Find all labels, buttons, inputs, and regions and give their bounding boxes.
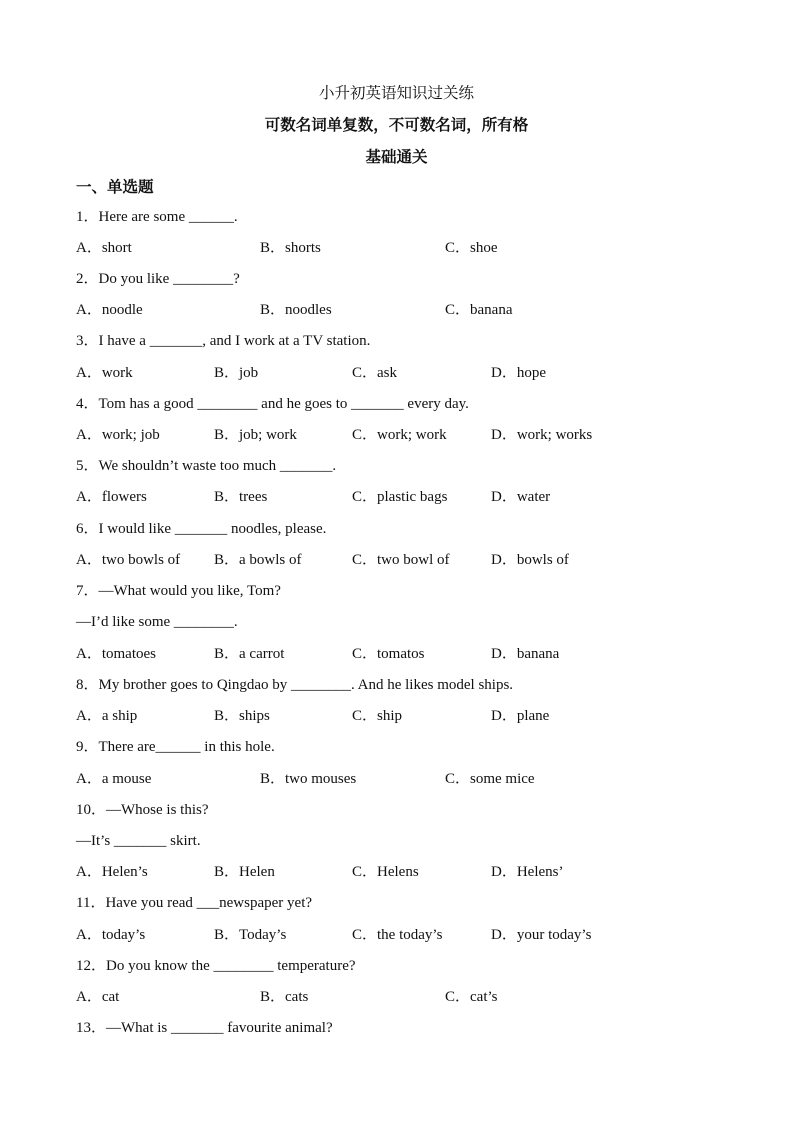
answer-option[interactable]: C．cat’s xyxy=(445,989,498,1005)
answer-option[interactable]: C．plastic bags xyxy=(352,489,448,505)
question-stem: 4．Tom has a good ________ and he goes to _______ every day. xyxy=(76,396,469,412)
answer-option[interactable]: D．hope xyxy=(491,365,546,381)
answer-option[interactable]: C．two bowl of xyxy=(352,552,450,568)
answer-option[interactable]: B．cats xyxy=(260,989,309,1005)
answer-option[interactable]: D．banana xyxy=(491,646,560,662)
answer-option[interactable]: C．the today’s xyxy=(352,927,443,943)
answer-option[interactable]: A．a ship xyxy=(76,708,138,724)
answer-option[interactable]: C．work; work xyxy=(352,427,447,443)
answer-option[interactable]: B．job xyxy=(214,365,259,381)
answer-option[interactable]: A．Helen’s xyxy=(76,864,148,880)
answer-option[interactable]: D．plane xyxy=(491,708,550,724)
answer-option[interactable]: B．Today’s xyxy=(214,927,287,943)
answer-option[interactable]: C．banana xyxy=(445,302,513,318)
answer-option[interactable]: C．ship xyxy=(352,708,403,724)
answer-option[interactable]: A．noodle xyxy=(76,302,143,318)
answer-option[interactable]: B．shorts xyxy=(260,240,321,256)
question-stem: 8．My brother goes to Qingdao by ________. And he likes model ships. xyxy=(76,677,514,693)
answer-option[interactable]: A．cat xyxy=(76,989,120,1005)
answer-option[interactable]: B．trees xyxy=(214,489,268,505)
question-stem-continued: —I’d like some ________. xyxy=(76,614,238,630)
answer-option[interactable]: A．short xyxy=(76,240,132,256)
answer-option[interactable]: B．job; work xyxy=(214,427,297,443)
answer-option[interactable]: C．shoe xyxy=(445,240,498,256)
answer-option[interactable]: D．work; works xyxy=(491,427,593,443)
question-stem: 10．—Whose is this? xyxy=(76,802,209,818)
answer-option[interactable]: B．a carrot xyxy=(214,646,285,662)
answer-option[interactable]: A．a mouse xyxy=(76,771,152,787)
answer-option[interactable]: A．flowers xyxy=(76,489,147,505)
answer-option[interactable]: B．two mouses xyxy=(260,771,357,787)
question-stem: 13．—What is _______ favourite animal? xyxy=(76,1020,333,1036)
question-stem: 12．Do you know the ________ temperature? xyxy=(76,958,356,974)
question-stem: 7．—What would you like, Tom? xyxy=(76,583,281,599)
question-stem: 5．We shouldn’t waste too much _______. xyxy=(76,458,337,474)
document-subtitle: 可数名词单复数，不可数名词，所有格 xyxy=(264,117,529,134)
answer-option[interactable]: B．noodles xyxy=(260,302,332,318)
answer-option[interactable]: C．Helens xyxy=(352,864,419,880)
question-stem-continued: —It’s _______ skirt. xyxy=(76,833,201,849)
answer-option[interactable]: B．ships xyxy=(214,708,270,724)
question-stem: 9．There are______ in this hole. xyxy=(76,739,275,755)
document-title: 小升初英语知识过关练 xyxy=(318,85,474,102)
answer-option[interactable]: C．tomatos xyxy=(352,646,425,662)
question-stem: 1．Here are some ______. xyxy=(76,209,238,225)
answer-option[interactable]: B．a bowls of xyxy=(214,552,302,568)
answer-option[interactable]: C．ask xyxy=(352,365,398,381)
question-stem: 11．Have you read ___newspaper yet? xyxy=(76,895,313,911)
answer-option[interactable]: A．two bowls of xyxy=(76,552,181,568)
answer-option[interactable]: A．work; job xyxy=(76,427,160,443)
answer-option[interactable]: A．work xyxy=(76,365,133,381)
section-title: 一、单选题 xyxy=(76,179,154,196)
document-level: 基础通关 xyxy=(365,149,428,166)
answer-option[interactable]: D．Helens’ xyxy=(491,864,564,880)
answer-option[interactable]: D．your today’s xyxy=(491,927,592,943)
answer-option[interactable]: D．water xyxy=(491,489,551,505)
answer-option[interactable]: C．some mice xyxy=(445,771,535,787)
answer-option[interactable]: D．bowls of xyxy=(491,552,569,568)
answer-option[interactable]: A．today’s xyxy=(76,927,146,943)
answer-option[interactable]: B．Helen xyxy=(214,864,275,880)
question-stem: 3．I have a _______, and I work at a TV station. xyxy=(76,333,371,349)
answer-option[interactable]: A．tomatoes xyxy=(76,646,156,662)
question-stem: 6．I would like _______ noodles, please. xyxy=(76,521,327,537)
question-stem: 2．Do you like ________? xyxy=(76,271,240,287)
